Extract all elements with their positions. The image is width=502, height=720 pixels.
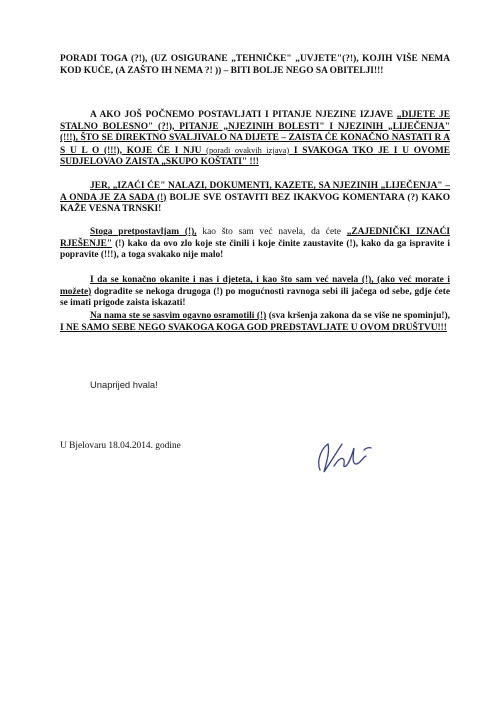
- paragraph-5: [60, 275, 450, 310]
- paragraph-6: [60, 311, 450, 334]
- paragraph-2-tail: I SVAKOGA TKO JE I U OVOME SUDJELOVAO ZAISTA „SKUPO KOŠTATI" !!!: [60, 145, 450, 168]
- paragraph-6-tail: I NE SAMO SEBE NEGO SVAKOGA KOGA GOD PREDSTAVLJATE U OVOM DRUŠTVU!!!: [60, 322, 447, 333]
- paragraph-1-text: PORADI TOGA (?!), (UZ OSIGURANE „TEHNIČKE" „UVJETE"(?!), KOJIH VIŠE NEMA KOD KUĆE, (A ZAŠTO IH NEMA ?! )) – BITI BOLJE NEGO SA OBITELJI!!!: [60, 54, 450, 76]
- place-and-date: U Bjelovaru 18.04.2014. godine: [60, 441, 181, 451]
- paragraph-1: [60, 54, 450, 77]
- paragraph-5-tail: dogradite se nekoga drugoga (!) po mogućnosti ravnoga sebi ili jačega od sebe, gdje ćete se imati prigode zaista iskazati!: [60, 286, 450, 309]
- paragraph-2: [60, 110, 450, 169]
- paragraph-4-tail: (!) kako da ovo zlo koje ste činili i koje činite zaustavite (!), kako da ga ispravite i popravite (!!!), a toga svakako nije malo!: [60, 238, 450, 261]
- paragraph-4-lead: Stoga pretpostavljam (!),: [90, 227, 197, 237]
- paragraph-4-emphasis: „ZAJEDNIČKI IZNAĆI RJEŠENJE": [60, 227, 450, 249]
- paragraph-2-underlined: „DIJETE JE STALNO BOLESNO" (?!), PITANJE „NJEZINIH BOLESTI" I NJEZINIH „LIJEČENJA" (!!!), ŠTO SE DIREKTNO SVALJIVALO NA DIJETE – ZAISTA ĆE KONAČNO NASTATI R A S U L O (!!!), KOJE ĆE I NJU: [60, 110, 450, 156]
- paragraph-3-underlined: JER, „IZAĆI ĆE" NALAZI, DOKUMENTI, KAZETE, SA NJEZINIH „LIJEČENJA" – A ONDA JE ZA SADA (!): [60, 181, 450, 203]
- paragraph-3-tail: BOLJE SVE OSTAVITI BEZ IKAKVOG KOMENTARA (?) KAKO KAŽE VESNA TRNSKI!: [60, 192, 450, 215]
- paragraph-4: [60, 227, 450, 262]
- paragraph-6-lead: Na nama ste se sasvim ogavno osramotili (!): [90, 311, 267, 321]
- closing-line: Unaprijed hvala!: [90, 379, 158, 390]
- paragraph-4-text: kao što sam već navela, da ćete: [196, 227, 347, 237]
- signature: [312, 430, 382, 480]
- paragraph-5-underlined: I da se konačno okanite i nas i djeteta, i kao što sam već navela (!), (ako već morate i možete): [60, 275, 450, 297]
- paragraph-3: [60, 181, 450, 216]
- paragraph-2-aside: (poradi ovakvih izjava): [206, 145, 290, 155]
- paragraph-2-lead: A AKO JOŠ POČNEMO POSTAVLJATI I PITANJE NJEZINE IZJAVE: [90, 110, 397, 120]
- paragraph-6-aside: (sva kršenja zakona da se više ne spominju!),: [266, 311, 450, 321]
